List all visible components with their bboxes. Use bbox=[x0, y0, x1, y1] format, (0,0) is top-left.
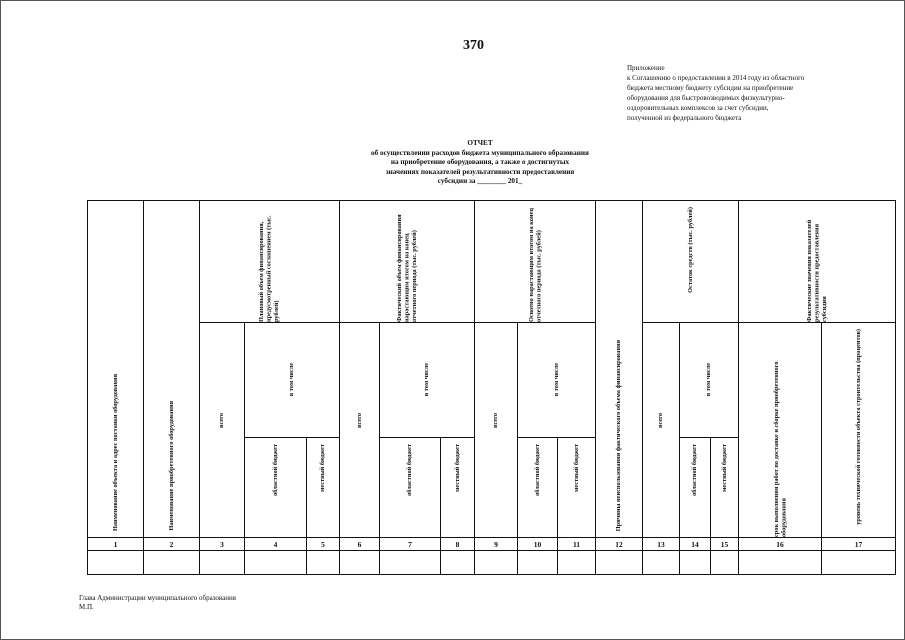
column-number: 5 bbox=[307, 538, 340, 551]
table-cell bbox=[518, 551, 558, 575]
table-cell bbox=[558, 551, 596, 575]
header-actual-total: всего bbox=[340, 323, 380, 538]
table-cell bbox=[711, 551, 739, 575]
report-table bbox=[87, 200, 896, 575]
table-cell bbox=[822, 551, 896, 575]
column-number-row bbox=[88, 538, 896, 551]
table-cell bbox=[200, 551, 245, 575]
column-number: 14 bbox=[680, 538, 711, 551]
header-balance-including: в том числе bbox=[680, 323, 739, 438]
title-line: об осуществлении расходов бюджета муниципального образования bbox=[371, 148, 589, 157]
column-number: 16 bbox=[739, 538, 822, 551]
table-cell bbox=[380, 551, 441, 575]
signature-block bbox=[79, 594, 236, 612]
header-indicator-deadline: срок выполнения работ по доставке и сборке приобретенного оборудования bbox=[739, 323, 822, 538]
column-number: 17 bbox=[822, 538, 896, 551]
column-number: 2 bbox=[144, 538, 200, 551]
column-number: 13 bbox=[643, 538, 680, 551]
header-actual-regional: областной бюджет bbox=[380, 438, 441, 538]
column-number: 8 bbox=[441, 538, 475, 551]
table-row bbox=[88, 551, 896, 575]
appendix-line: оздоровительных комплексов за счет субсидии, bbox=[627, 104, 769, 112]
title-line: на приобретение оборудования, а также о достигнутых bbox=[390, 158, 570, 166]
table-cell bbox=[88, 551, 144, 575]
header-actual-including: в том числе bbox=[380, 323, 475, 438]
header-equipment-name: Наименование приобретенного оборудования bbox=[144, 201, 200, 538]
appendix-line: полученной из федерального бюджета bbox=[627, 114, 742, 122]
header-actual-volume: Фактический объем финансирования нарастающим итогом на конец отчетного периода (тыс. рублей) bbox=[340, 201, 475, 323]
column-number: 15 bbox=[711, 538, 739, 551]
table-cell bbox=[596, 551, 643, 575]
column-number: 7 bbox=[380, 538, 441, 551]
appendix-note bbox=[627, 63, 887, 123]
header-planned-volume: Плановый объем финансирования, предусмотренный соглашением (тыс. рублей) bbox=[200, 201, 340, 323]
column-number: 9 bbox=[475, 538, 518, 551]
header-mastered-total: всего bbox=[475, 323, 518, 538]
signature-title: Глава Администрации муниципального образования bbox=[79, 594, 236, 602]
column-number: 3 bbox=[200, 538, 245, 551]
header-planned-total: всего bbox=[200, 323, 245, 538]
table-cell bbox=[739, 551, 822, 575]
column-number: 11 bbox=[558, 538, 596, 551]
column-number: 4 bbox=[245, 538, 307, 551]
column-number: 12 bbox=[596, 538, 643, 551]
header-actual-local: местный бюджет bbox=[441, 438, 475, 538]
table-cell bbox=[340, 551, 380, 575]
header-mastered-local: местный бюджет bbox=[558, 438, 596, 538]
table-cell bbox=[245, 551, 307, 575]
page-number: 370 bbox=[463, 38, 484, 53]
table-cell bbox=[643, 551, 680, 575]
header-reasons: Причины неиспользования фактического объема финансирования bbox=[596, 201, 643, 538]
title-line: ОТЧЕТ bbox=[467, 139, 493, 147]
appendix-line: Приложение bbox=[627, 64, 665, 72]
column-number: 10 bbox=[518, 538, 558, 551]
table-cell bbox=[144, 551, 200, 575]
header-indicator-readiness: уровень технической готовности объекта строительства (процентов) bbox=[822, 323, 896, 538]
column-number: 1 bbox=[88, 538, 144, 551]
title-line: субсидии за ________ 201_ bbox=[437, 177, 523, 185]
title-line: значениях показателей результативности предоставления bbox=[385, 167, 575, 176]
stamp-place: М.П. bbox=[79, 603, 94, 611]
table-cell bbox=[307, 551, 340, 575]
header-mastered-regional: областной бюджет bbox=[518, 438, 558, 538]
header-balance-regional: областной бюджет bbox=[680, 438, 711, 538]
header-balance: Остаток средств (тыс. рублей) bbox=[643, 201, 739, 323]
header-planned-local: местный бюджет bbox=[307, 438, 340, 538]
header-indicators: Фактические значения показателей результативности предоставления субсидии bbox=[739, 201, 896, 323]
header-mastered: Освоено нарастающим итогом на конец отчетного периода (тыс. рублей) bbox=[475, 201, 596, 323]
appendix-line: к Соглашению о предоставлении в 2014 году из областного bbox=[627, 74, 805, 82]
table-cell bbox=[441, 551, 475, 575]
header-balance-local: местный бюджет bbox=[711, 438, 739, 538]
header-planned-regional: областной бюджет bbox=[245, 438, 307, 538]
column-number: 6 bbox=[340, 538, 380, 551]
header-balance-total: всего bbox=[643, 323, 680, 538]
appendix-line: оборудования для быстровозводимых физкультурно- bbox=[627, 94, 785, 102]
header-planned-including: в том числе bbox=[245, 323, 340, 438]
header-mastered-including: в том числе bbox=[518, 323, 596, 438]
header-object-address: Наименование объекта и адрес поставки оборудования bbox=[88, 201, 144, 538]
table-cell bbox=[680, 551, 711, 575]
report-title bbox=[330, 139, 630, 187]
appendix-line: бюджета местному бюджету субсидии на приобретение bbox=[627, 84, 794, 92]
table-cell bbox=[475, 551, 518, 575]
